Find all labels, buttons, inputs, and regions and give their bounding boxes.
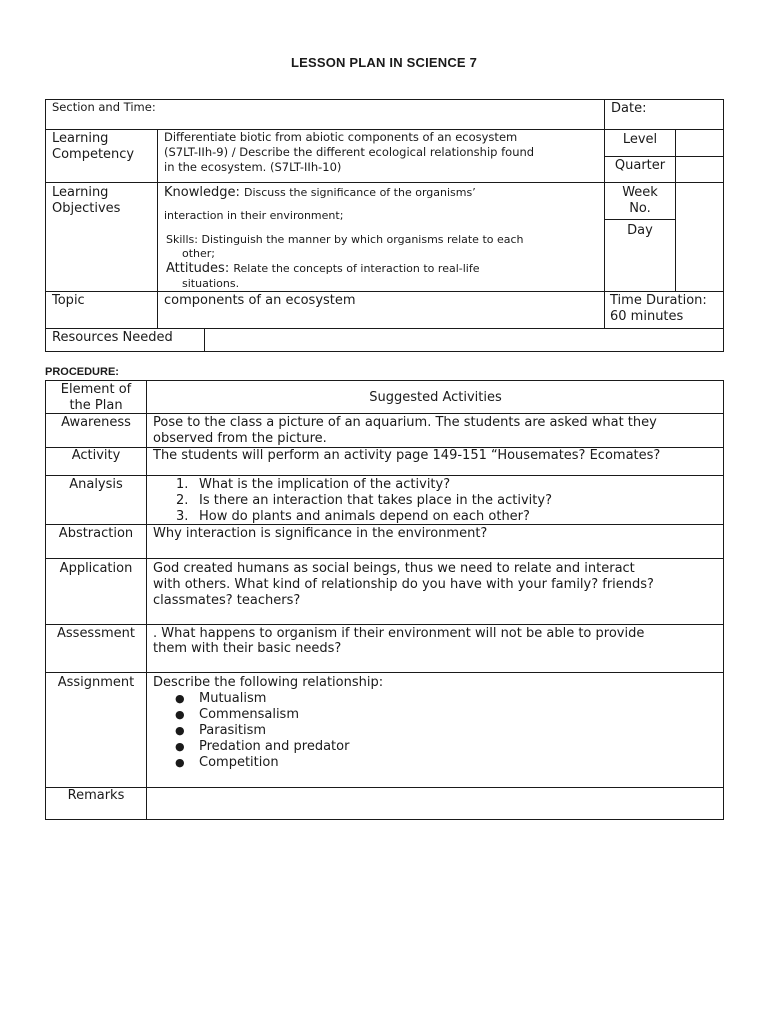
competency-label: Learning [52,131,109,146]
duration-label: Time Duration: [610,293,707,308]
application-text: God created humans as social beings, thus we need to relate and interact [153,561,635,576]
resources-label: Resources Needed [52,330,173,345]
assignment-item: Commensalism [199,707,299,722]
abstraction-label: Abstraction [58,526,134,541]
knowledge-label: Knowledge: [164,185,240,200]
skills-label: Skills: [166,233,198,246]
analysis-number: 1. [176,477,189,492]
attitudes-label: Attitudes: [166,261,230,276]
attitudes-text: Relate the concepts of interaction to real-life [233,262,480,275]
week-label: Week [622,185,658,200]
date-label: Date: [611,101,647,116]
objectives-label: Learning [52,185,109,200]
attitudes-line [166,261,479,277]
analysis-label: Analysis [69,477,123,492]
application-label: Application [59,561,133,576]
section-time-label: Section and Time: [52,100,156,114]
activity-label: Activity [71,448,121,463]
assignment-item: Predation and predator [199,739,350,754]
bullet-icon: ● [175,692,185,705]
awareness-label: Awareness [61,415,131,430]
week-label: No. [629,201,651,216]
procedure-label: PROCEDURE: [45,366,119,378]
skills-text: Distinguish the manner by which organisms relate to each [201,233,524,246]
skills-text: other; [182,247,216,260]
level-label: Level [622,132,658,147]
analysis-number: 3. [176,509,189,524]
duration-value: 60 minutes [610,309,684,324]
assignment-item: Parasitism [199,723,267,738]
bullet-icon: ● [175,708,185,721]
assignment-item: Mutualism [199,691,267,706]
bullet-icon: ● [175,740,185,753]
application-text: with others. What kind of relationship do you have with your family? friends? [153,577,654,592]
element-column-header: the Plan [69,398,123,413]
analysis-item: Is there an interaction that takes place in the activity? [199,493,552,508]
assessment-label: Assessment [57,626,135,641]
abstraction-text: Why interaction is significance in the environment? [153,526,488,541]
element-column-header: Element of [60,382,132,397]
remarks-label: Remarks [67,788,125,803]
knowledge-text: Discuss the significance of the organisms’ [243,186,476,199]
competency-label: Competency [52,147,135,162]
activities-column-header: Suggested Activities [369,390,502,405]
activity-text: The students will perform an activity page 149-151 “Housemates? Ecomates? [153,448,661,463]
day-label: Day [627,223,653,238]
competency-text: (S7LT-IIh-9) / Describe the different ecological relationship found [164,145,535,159]
application-text: classmates? teachers? [153,593,301,608]
topic-label: Topic [52,293,85,308]
knowledge-text: interaction in their environment; [164,209,344,222]
assignment-item: Competition [199,755,279,770]
assessment-text: them with their basic needs? [153,641,342,656]
quarter-label: Quarter [614,158,666,173]
competency-text: Differentiate biotic from abiotic components of an ecosystem [164,130,518,144]
skills-line [166,232,524,247]
assignment-label: Assignment [57,675,135,690]
awareness-text: Pose to the class a picture of an aquarium. The students are asked what they [153,415,657,430]
bullet-icon: ● [175,724,185,737]
assessment-text: . What happens to organism if their environment will not be able to provide [153,626,645,641]
analysis-item: What is the implication of the activity? [199,477,451,492]
assignment-intro: Describe the following relationship: [153,675,384,690]
topic-value: components of an ecosystem [164,293,356,308]
bullet-icon: ● [175,756,185,769]
page-title: LESSON PLAN IN SCIENCE 7 [290,55,478,70]
objectives-label: Objectives [52,201,121,216]
analysis-number: 2. [176,493,189,508]
knowledge-line [164,185,476,201]
awareness-text: observed from the picture. [153,431,327,446]
competency-text: in the ecosystem. (S7LT-IIh-10) [164,160,342,174]
analysis-item: How do plants and animals depend on each other? [199,509,530,524]
attitudes-text: situations. [182,277,240,290]
